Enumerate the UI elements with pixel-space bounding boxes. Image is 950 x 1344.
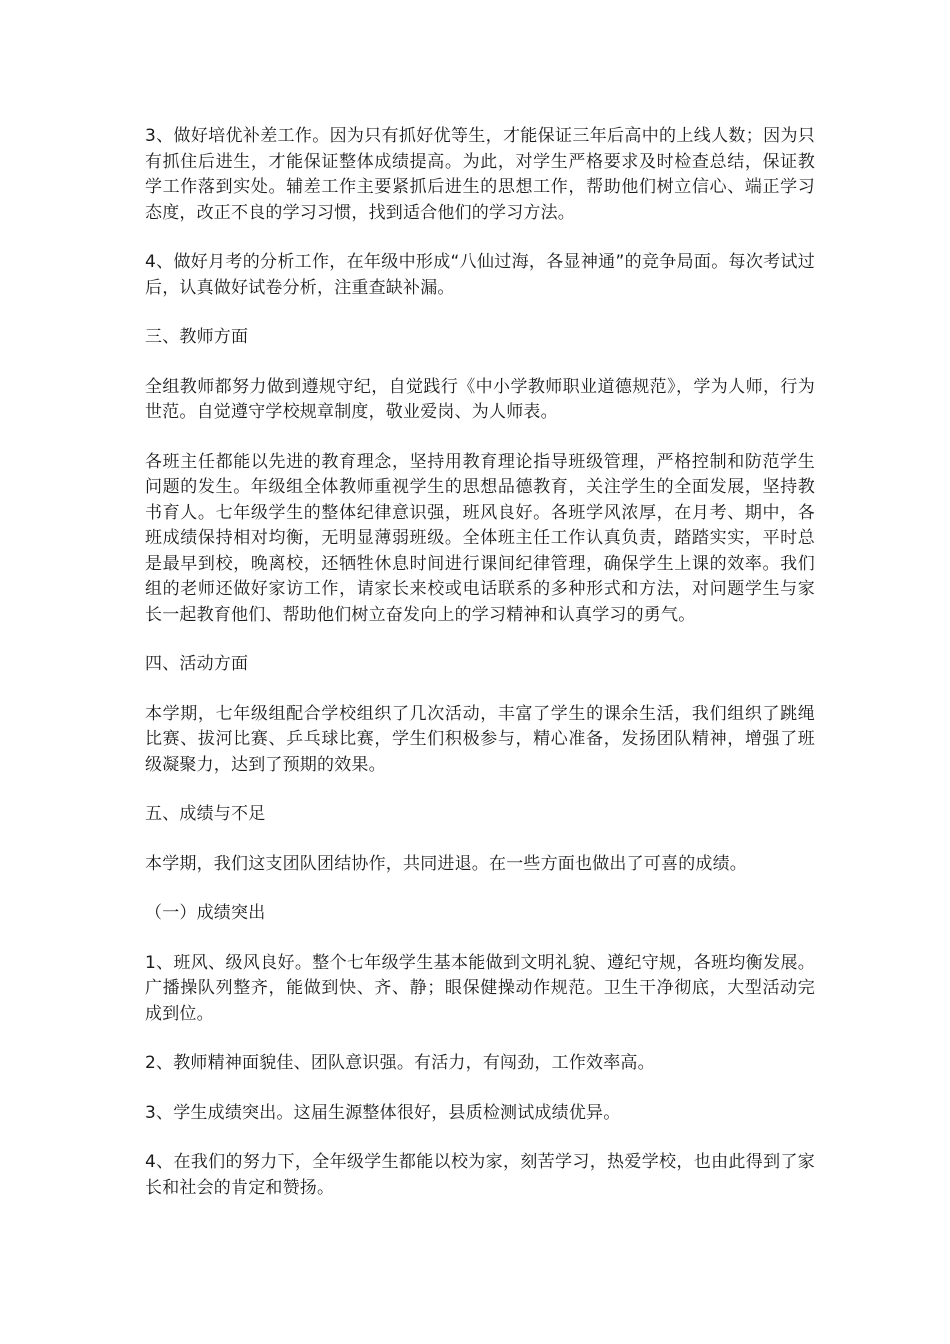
document-body	[145, 124, 815, 1225]
paragraph-result-1: 1、班风、级风良好。整个七年级学生基本能做到文明礼貌、遵纪守规，各班均衡发展。广播操队列整齐，能做到快、齐、静；眼保健操动作规范。卫生干净彻底，大型活动完成到位。	[145, 952, 815, 1024]
heading-outstanding-results: （一）成绩突出	[145, 903, 266, 923]
paragraph-cultivate-top-assist-weak: 3、做好培优补差工作。因为只有抓好优等生，才能保证三年后高中的上线人数；因为只有抓住后进生，才能保证整体成绩提高。为此，对学生严格要求及时检查总结，保证教学工作落到实处。辅差工作主要紧抓后进生的思想工作，帮助他们树立信心、端正学习态度，改正不良的学习习惯，找到适合他们的学习方法。	[145, 126, 815, 223]
paragraph-monthly-exam-analysis: 4、做好月考的分析工作，在年级中形成“八仙过海，各显神通”的竞争局面。每次考试过后，认真做好试卷分析，注重查缺补漏。	[145, 252, 815, 298]
paragraph-result-4: 4、在我们的努力下，全年级学生都能以校为家，刻苦学习，热爱学校，也由此得到了家长和社会的肯定和赞扬。	[145, 1152, 815, 1198]
paragraph-activities: 本学期，七年级组配合学校组织了几次活动，丰富了学生的课余生活，我们组织了跳绳比赛、拔河比赛、乒乓球比赛，学生们积极参与，精心准备，发扬团队精神，增强了班级凝聚力，达到了预期的效果。	[145, 703, 815, 775]
paragraph-results-intro: 本学期，我们这支团队团结协作，共同进退。在一些方面也做出了可喜的成绩。	[145, 853, 747, 874]
paragraph-class-teachers: 各班主任都能以先进的教育理念，坚持用教育理论指导班级管理，严格控制和防范学生问题的发生。年级组全体教师重视学生的思想品德教育，关注学生的全面发展，坚持教书育人。七年级学生的整体纪律意识强，班风良好。各班学风浓厚，在月考、期中，各班成绩保持相对均衡，无明显薄弱班级。全体班主任工作认真负责，踏踏实实，平时总是最早到校，晚离校，还牺牲休息时间进行课间纪律管理，确保学生上课的效率。我们组的老师还做好家访工作，请家长来校或电话联系的多种形式和方法，对问题学生与家长一起教育他们、帮助他们树立奋发向上的学习精神和认真学习的勇气。	[145, 451, 815, 625]
heading-results-shortcomings: 五、成绩与不足	[145, 804, 266, 824]
paragraph-result-3: 3、学生成绩突出。这届生源整体很好，县质检测试成绩优异。	[145, 1102, 621, 1123]
paragraph-result-2: 2、教师精神面貌佳、团队意识强。有活力，有闯劲，工作效率高。	[145, 1053, 655, 1073]
paragraph-teacher-conduct: 全组教师都努力做到遵规守纪，自觉践行《中小学教师职业道德规范》，学为人师，行为世范。自觉遵守学校规章制度，敬业爱岗、为人师表。	[145, 376, 815, 422]
heading-teachers: 三、教师方面	[145, 327, 249, 347]
heading-activities: 四、活动方面	[145, 654, 249, 674]
